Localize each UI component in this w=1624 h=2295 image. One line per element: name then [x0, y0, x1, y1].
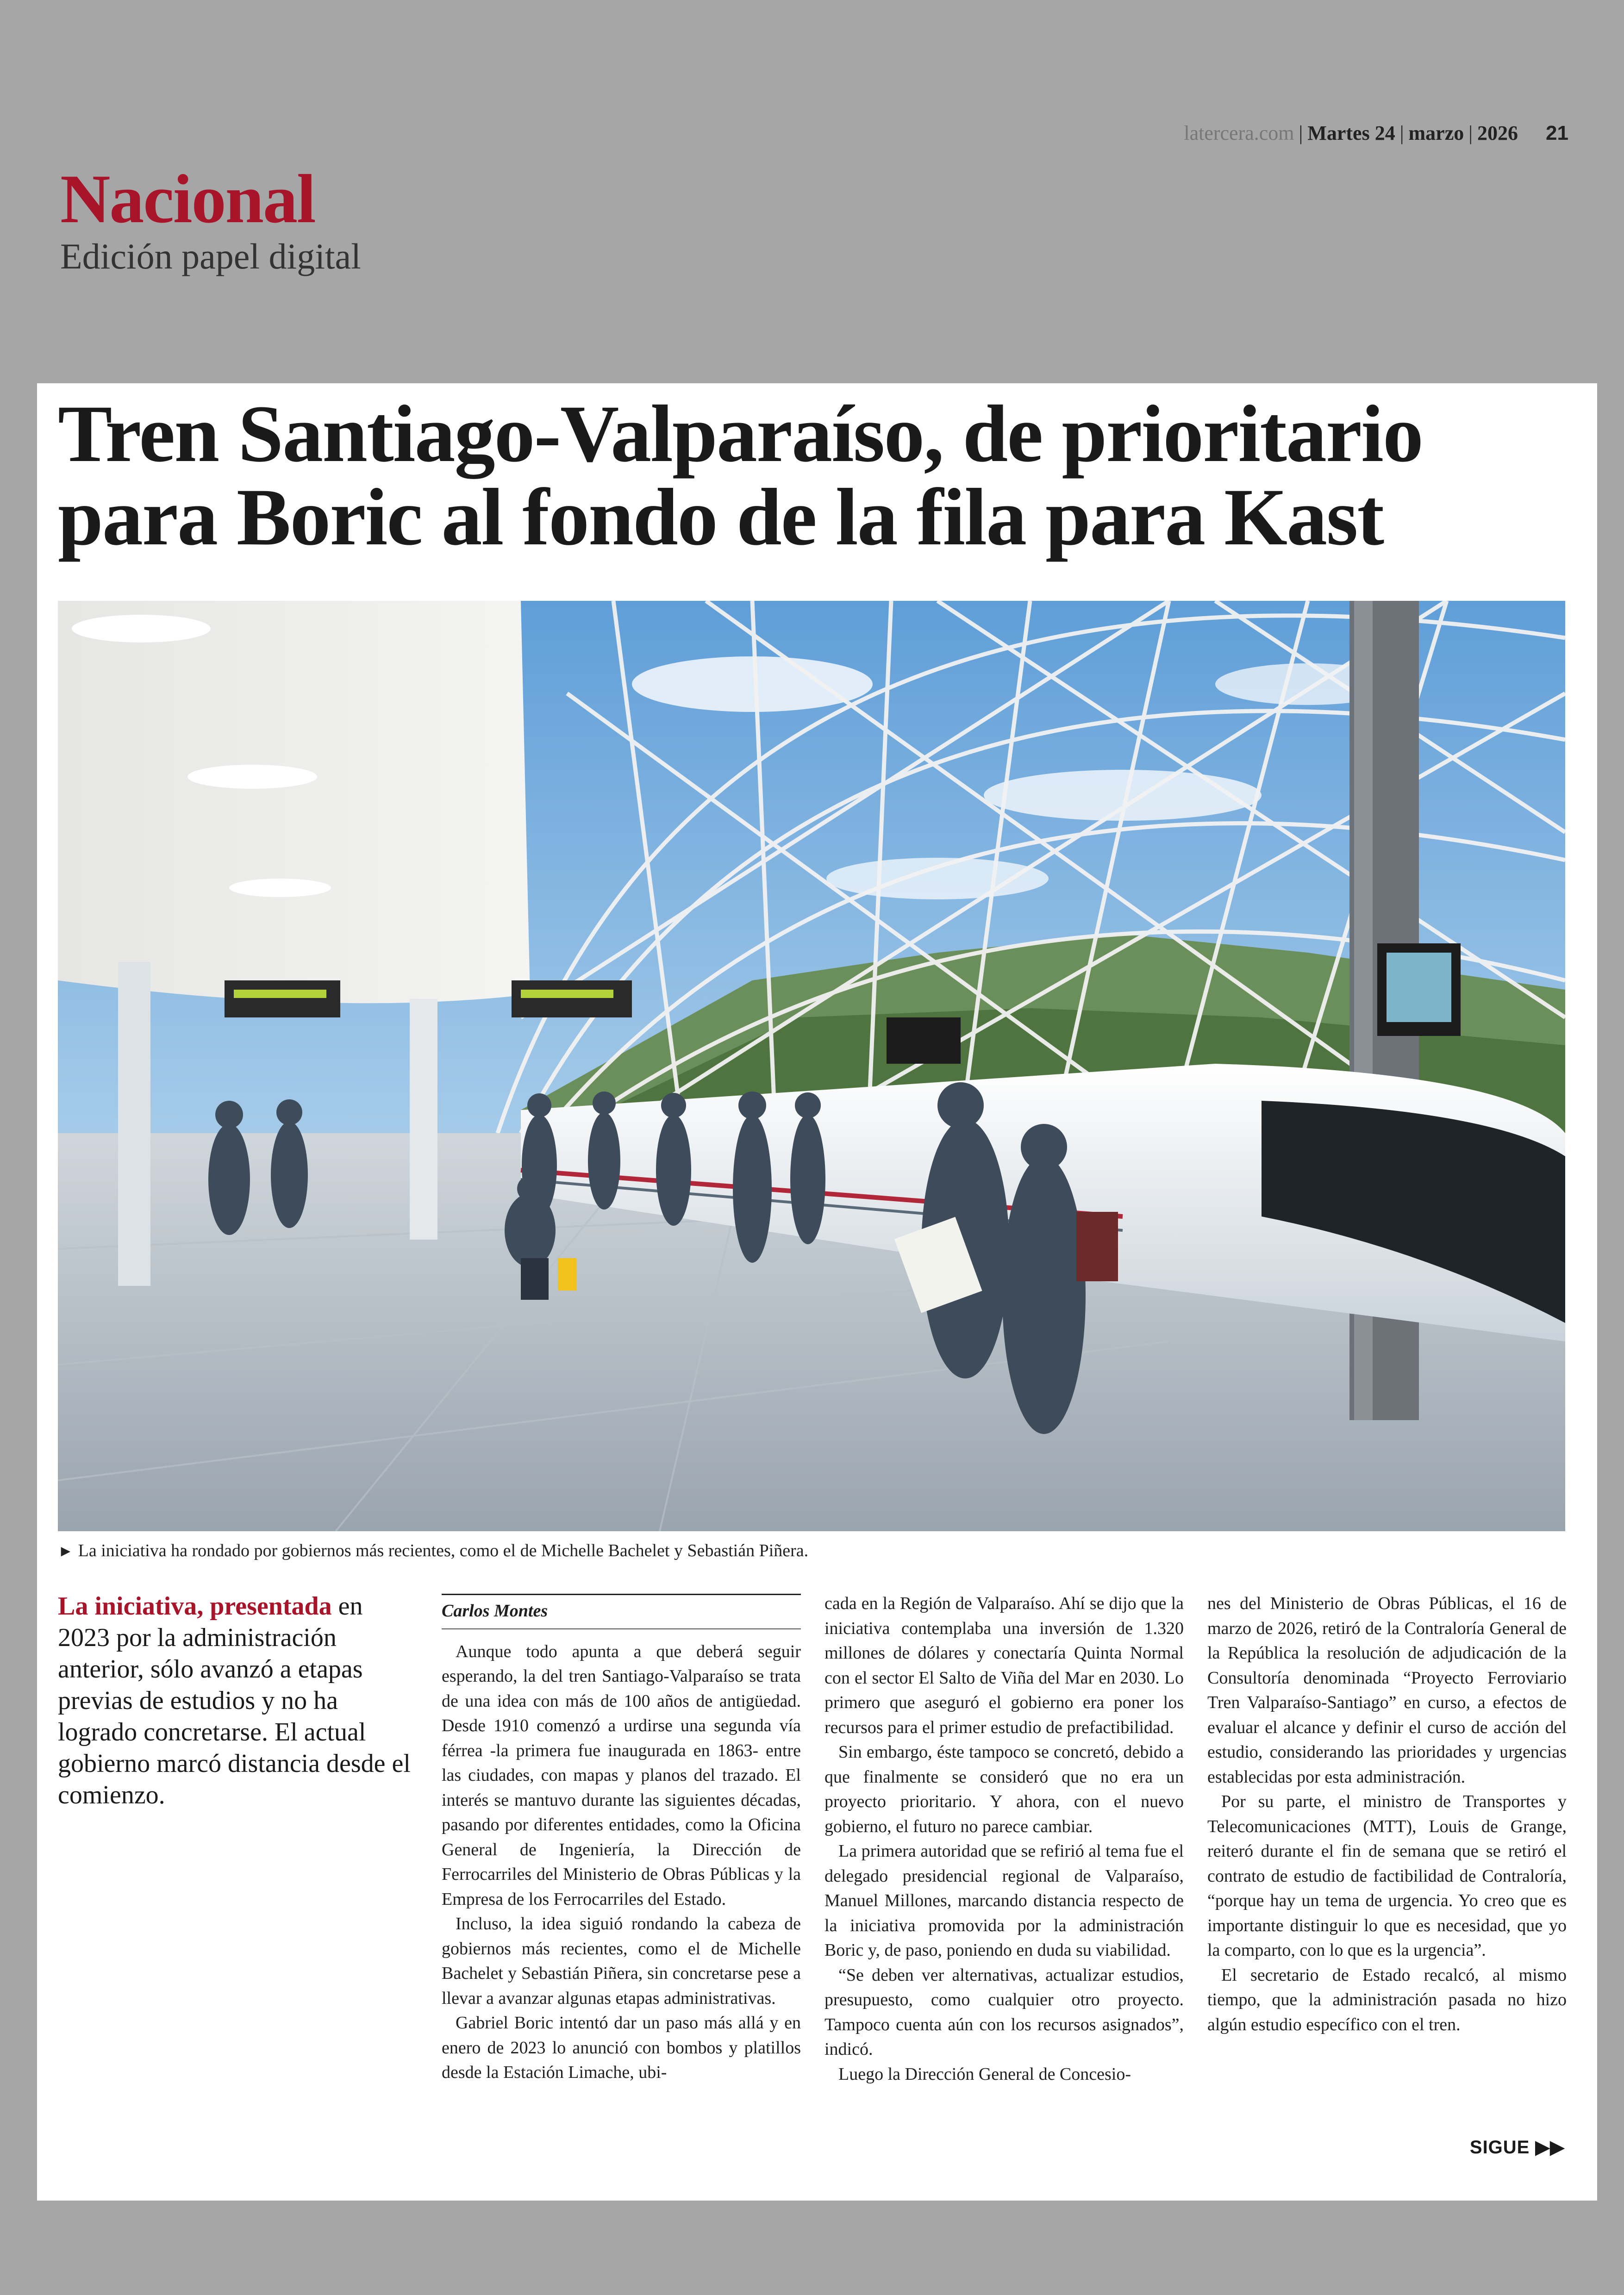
article-column-1	[442, 1594, 801, 2085]
paragraph: Incluso, la idea siguió rondando la cabeza de gobiernos más recientes, como el de Michelle Bachelet y Sebastián Piñera, sin concretarse pese a llevar a avanzar algunas etapas administrativas.	[442, 1914, 801, 2008]
page-number: 21	[1546, 122, 1568, 144]
article-sheet	[37, 383, 1597, 2201]
issue-year: 2026	[1477, 122, 1518, 144]
article-column-2	[824, 1591, 1184, 2087]
author-byline: Carlos Montes	[442, 1594, 801, 1629]
paragraph: Aunque todo apunta a que deberá seguir esperando, la del tren Santiago-Valparaíso se trata de una idea con más de 100 años de antigüedad. Desde 1910 comenzó a urdirse una segunda vía férrea -la primera fue inaugurada en 1863- entre las ciudades, con mapas y planos del trazado. El interés se mantuvo durante las siguientes décadas, pasando por diferentes entidades, como la Oficina General de Ingeniería, la Dirección de Ferrocarriles del Ministerio de Obras Públicas y la Empresa de los Ferrocarriles del Estado.	[442, 1641, 801, 1909]
section-title: Nacional	[60, 161, 315, 237]
article-lead	[58, 1590, 414, 1811]
issue-month: marzo	[1408, 122, 1464, 144]
paragraph: Gabriel Boric intentó dar un paso más allá y en enero de 2023 lo anunció con bombos y platillos desde la Estación Limache, ubi-	[442, 2013, 801, 2082]
paragraph: nes del Ministerio de Obras Públicas, el 16 de marzo de 2026, retiró de la Contraloría General de la República la resolución de adjudicación de la Consultoría denominada “Proyecto Ferroviario Tren Valparaíso-Santiago” en curso, a efectos de evaluar el alcance y definir el curso de acción del estudio, considerando las prioridades y urgencias establecidas por esta administración.	[1207, 1594, 1567, 1787]
caption-marker: ►	[58, 1543, 74, 1560]
train-station-rendering-icon	[58, 601, 1565, 1531]
paragraph: La primera autoridad que se refirió al tema fue el delegado presidencial regional de Valparaíso, Manuel Millones, marcando distancia respecto de la iniciativa promovida por la administración Boric y, de paso, poniendo en duda su viabilidad.	[824, 1841, 1184, 1960]
lead-highlight: La iniciativa, presentada	[58, 1592, 332, 1621]
paragraph: Luego la Dirección General de Concesio-	[838, 2064, 1131, 2084]
continue-label: SIGUE ▶▶	[1469, 2137, 1565, 2158]
paragraph: cada en la Región de Valparaíso. Ahí se dijo que la iniciativa contemplaba una inversión de 1.320 millones de dólares y conectaría Quinta Normal con el sector El Salto de Viña del Mar en 2030. Lo primero que aseguró el gobierno era poner los recursos para el primer estudio de prefactibilidad.	[824, 1594, 1184, 1737]
photo-caption	[58, 1540, 1565, 1561]
issue-day: Martes 24	[1307, 122, 1395, 144]
lead-text: en 2023 por la administración anterior, sólo avanzó a etapas previas de estudios y no ha logrado concretarse. El actual gobierno marcó distancia desde el comienzo.	[58, 1592, 411, 1809]
caption-text: La iniciativa ha rondado por gobiernos más recientes, como el de Michelle Bachelet y Sebastián Piñera.	[78, 1541, 809, 1560]
paragraph: Por su parte, el ministro de Transportes y Telecomunicaciones (MTT), Louis de Grange, reiteró durante el fin de semana que se retiró el contrato de estudio de factibilidad de Contraloría, “porque hay un tema de urgencia. Yo creo que es importante distinguir lo que es necesidad, que yo la comparto, con lo que es la urgencia”.	[1207, 1792, 1567, 1960]
article-headline: Tren Santiago-Valparaíso, de prioritario para Boric al fondo de la fila para Kast	[58, 389, 1423, 562]
article-column-3	[1207, 1591, 1567, 2037]
section-subtitle: Edición papel digital	[60, 236, 361, 276]
masthead-dateline: latercera.com | Martes 24 | marzo | 2026 21	[1184, 122, 1568, 144]
paragraph: El secretario de Estado recalcó, al mismo tiempo, que la administración pasada no hizo algún estudio específico con el tren.	[1207, 1965, 1567, 2034]
site-name: latercera.com	[1184, 122, 1294, 144]
paragraph: Sin embargo, éste tampoco se concretó, debido a que finalmente se consideró que no era un proyecto prioritario. Y ahora, con el nuevo gobierno, el futuro no parece cambiar.	[824, 1742, 1184, 1836]
article-photo	[58, 601, 1565, 1531]
paragraph: “Se deben ver alternativas, actualizar estudios, presupuesto, como cualquier otro proyecto. Tampoco cuenta aún con los recursos asignados”, indicó.	[824, 1965, 1184, 2059]
